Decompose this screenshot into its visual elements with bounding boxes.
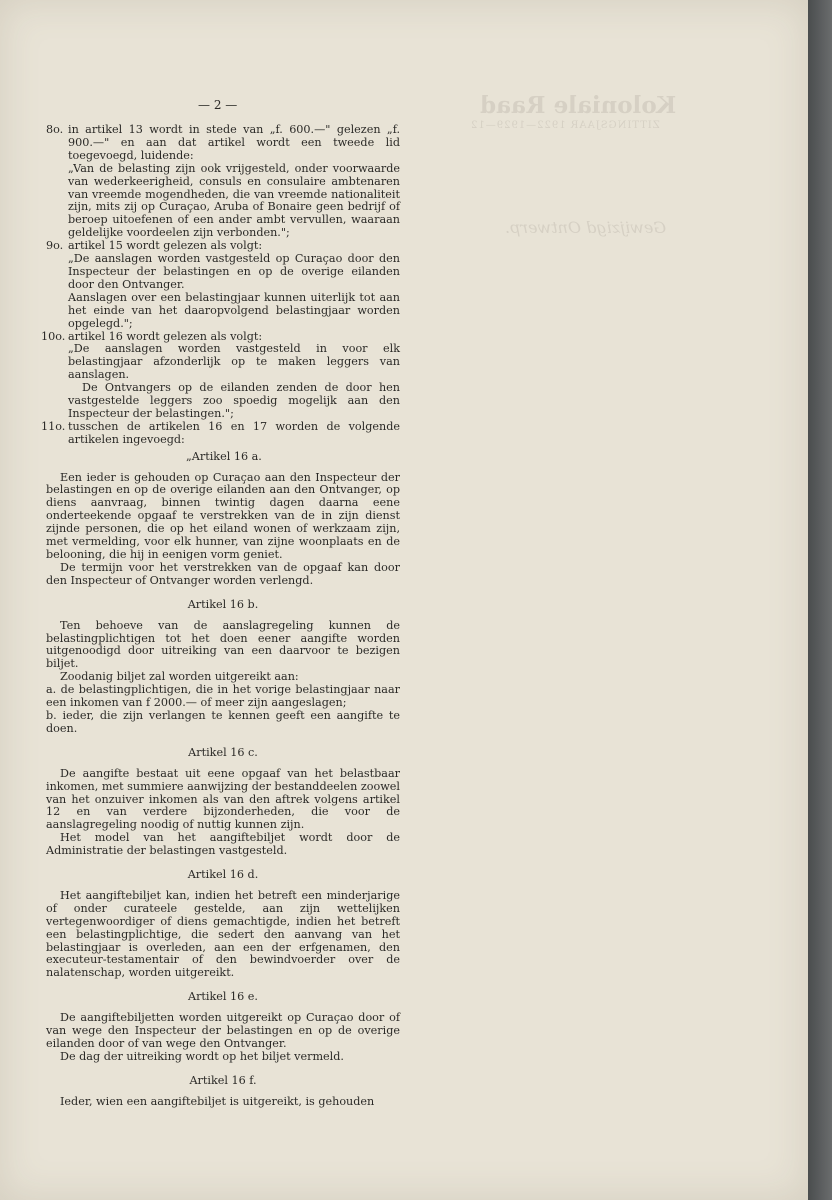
quoted-text: „De aanslagen worden vastgesteld op Curaçao door den Inspecteur der belastingen en op de overige eilanden door den Ontvanger.	[68, 252, 400, 291]
article-paragraph: De aangiftebiljetten worden uitgereikt op Curaçao door of van wege den Inspecteur der belastingen en op de overige eilanden door of van wege den Ontvanger.	[46, 1011, 400, 1050]
scan-edge	[808, 0, 832, 1200]
show-through-subtitle: ZITTINGSJAAR 1922—1929—12	[470, 120, 660, 131]
quoted-text: De Ontvangers op de eilanden zenden de door hen vastgestelde leggers zoo spoedig mogelijk aan den Inspecteur der belastingen.";	[68, 381, 400, 420]
document-body	[41, 123, 400, 1115]
amendment-number: 8o.	[46, 123, 64, 136]
section-gap	[46, 1064, 400, 1070]
article-list	[46, 451, 400, 1115]
section-gap	[46, 736, 400, 742]
section-gap	[46, 588, 400, 594]
amendment-intro: tusschen de artikelen 16 en 17 worden de volgende artikelen ingevoegd:	[68, 419, 400, 446]
amendment-list	[41, 123, 400, 447]
article-section	[46, 869, 400, 986]
amendment-number: 11o.	[41, 419, 66, 433]
article-list-item: a. de belastingplichtigen, die in het vorige belastingjaar naar een inkomen van f 2000.— of meer zijn aangeslagen;	[46, 683, 400, 710]
amendment-intro: artikel 15 wordt gelezen als volgt:	[68, 239, 263, 253]
amendment-item	[46, 124, 400, 240]
article-heading: Artikel 16 f.	[189, 1073, 257, 1087]
article-paragraph: Zoodanig biljet zal worden uitgereikt aan:	[60, 670, 299, 684]
show-through-label: Gewijzigd Ontwerp.	[505, 218, 667, 237]
article-paragraph: Ten behoeve van de aanslagregeling kunnen de belastingplichtigen tot het doen eener aangifte worden uitgenoodigd door uitreiking van een daarvoor te bezigen biljet.	[46, 618, 400, 671]
article-heading: „Artikel 16 a.	[186, 449, 262, 463]
article-list-item: b. ieder, die zijn verlangen te kennen geeft een aangifte te doen.	[46, 708, 400, 735]
amendment-number: 9o.	[46, 239, 64, 253]
article-paragraph: Het model van het aangiftebiljet wordt door de Administratie der belastingen vastgesteld.	[46, 831, 400, 858]
article-heading: Artikel 16 b.	[187, 597, 259, 611]
article-section	[46, 1075, 400, 1115]
article-section	[46, 991, 400, 1070]
article-paragraph: Het aangiftebiljet kan, indien het betreft een minderjarige of onder curateele gestelde, aan zijn wettelijken vertegenwoordiger of diens gemachtigde, indien het betreft een belastingplichtige, die sedert den aanvang van het belastingjaar is overleden, aan een der erfgenamen, den executeur-testamentair of den bewindvoerder over de nalatenschap, worden uitgereikt.	[46, 888, 400, 980]
article-paragraph: Ieder, wien een aangiftebiljet is uitgereikt, is gehouden	[60, 1094, 375, 1108]
page-number: — 2 —	[198, 98, 238, 112]
amendment-item	[41, 419, 400, 447]
section-gap	[46, 1109, 400, 1115]
amendment-intro: in artikel 13 wordt in stede van „f. 600.—" gelezen „f. 900.—" en aan dat artikel wordt een tweede lid toegevoegd, luidende:	[68, 123, 400, 162]
article-paragraph: De termijn voor het verstrekken van de opgaaf kan door den Inspecteur of Ontvanger worden verlengd.	[46, 560, 400, 587]
article-section	[46, 747, 400, 864]
show-through-title: Koloniale Raad	[480, 92, 677, 119]
article-paragraph: De aangifte bestaat uit eene opgaaf van het belastbaar inkomen, met summiere aanwijzing der bestanddeelen zoowel van het onzuiver inkomen als van den aftrek volgens artikel 12 en van verdere bijzonderheden, die voor de aanslagregeling noodig of nuttig kunnen zijn.	[46, 766, 400, 832]
amendment-item	[46, 240, 400, 330]
article-heading: Artikel 16 e.	[187, 990, 258, 1004]
amendment-item	[41, 329, 400, 421]
article-paragraph: Een ieder is gehouden op Curaçao aan den Inspecteur der belastingen en op de overige eilanden aan den Ontvanger, op diens aanvraag, binnen twintig dagen daarna eene onderteekende opgaaf te verstrekken van de in zijn dienst zijnde personen, die op het eiland wonen of werkzaam zijn, met vermelding, voor elk hunner, van zijne woonplaats en de belooning, die hij in eenigen vorm geniet.	[46, 470, 400, 561]
quoted-text: Aanslagen over een belastingjaar kunnen uiterlijk tot aan het einde van het daaropvolgend belastingjaar worden opgelegd.";	[68, 290, 400, 330]
article-section	[46, 451, 400, 594]
article-section	[46, 599, 400, 742]
section-gap	[46, 858, 400, 864]
article-heading: Artikel 16 d.	[187, 868, 259, 882]
quoted-text: „De aanslagen worden vastgesteld in voor elk belastingjaar afzonderlijk op te maken leggers van aanslagen.	[68, 342, 400, 382]
quoted-text: „Van de belasting zijn ook vrijgesteld, onder voorwaarde van wederkeerigheid, consuls en consulaire ambtenaren van vreemde mogendheden, die van vreemde nationaliteit zijn, mits zij op Curaçao, Aruba of Bonaire geen bedrijf of beroep uitoefenen of een ander ambt vervullen, waaraan geldelijke voordeelen zijn verbonden.";	[68, 161, 400, 240]
article-paragraph: De dag der uitreiking wordt op het biljet vermeld.	[60, 1049, 344, 1063]
article-heading: Artikel 16 c.	[188, 745, 258, 759]
amendment-intro: artikel 16 wordt gelezen als volgt:	[68, 329, 263, 343]
section-gap	[46, 980, 400, 986]
amendment-number: 10o.	[41, 329, 66, 343]
